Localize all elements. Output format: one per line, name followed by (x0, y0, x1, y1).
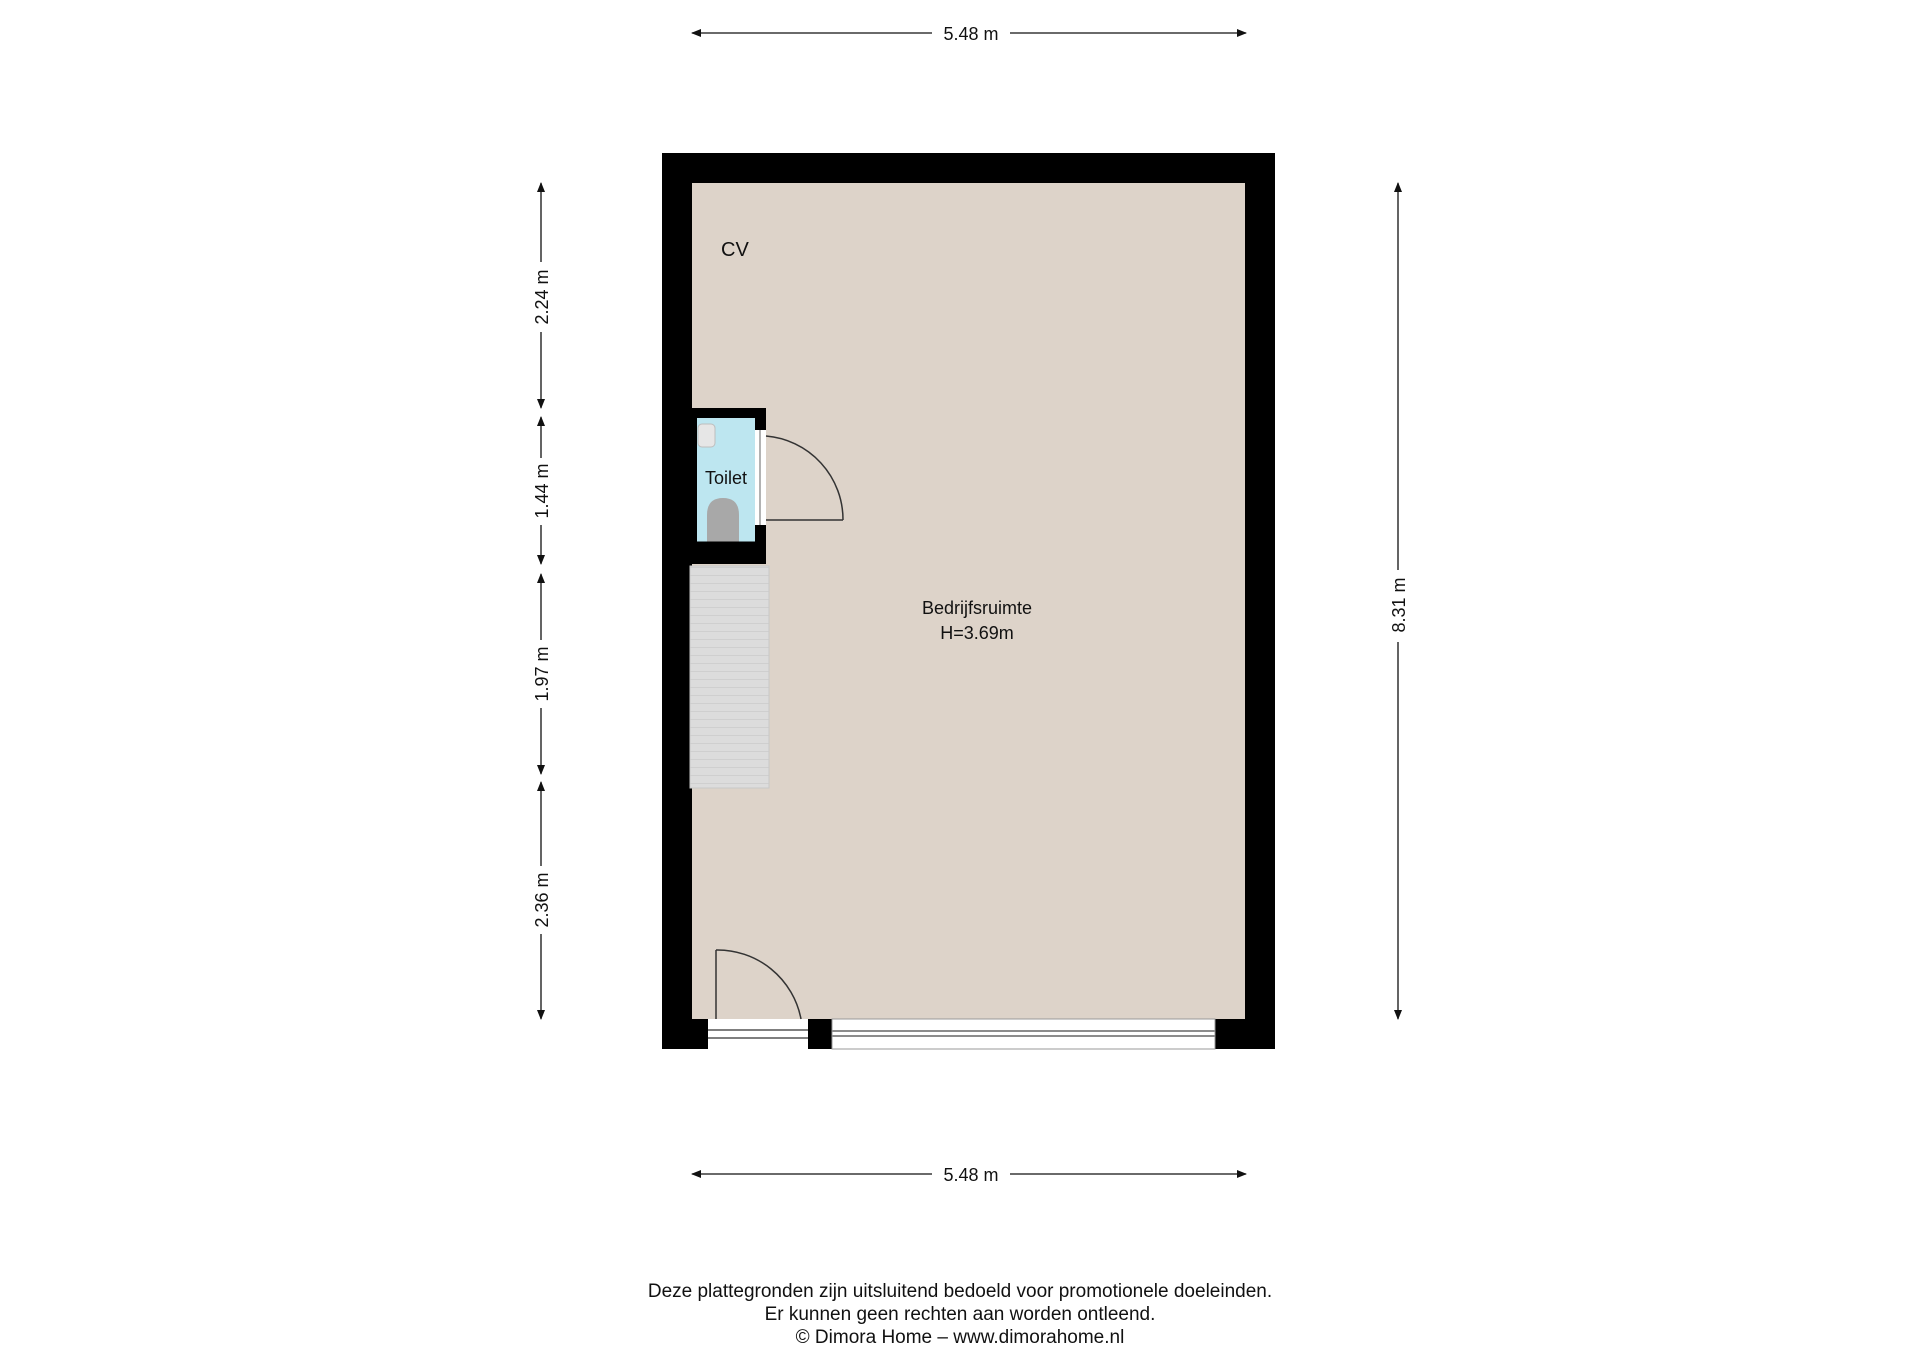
left-segment-2-label: 1.44 m (532, 463, 552, 519)
right-height-label: 8.31 m (1389, 577, 1409, 633)
toilet-bowl-icon (707, 498, 739, 542)
top-width-label: 5.48 m (943, 24, 999, 44)
disclaimer-line-2: Er kunnen geen rechten aan worden ontleend. (764, 1304, 1156, 1325)
disclaimer-line-1: Deze plattegronden zijn uitsluitend bedoeld voor promotionele doeleinden. (647, 1281, 1273, 1302)
main-room-label: Bedrijfsruimte (921, 598, 1033, 618)
copyright-line: © Dimora Home – www.dimorahome.nl (795, 1327, 1125, 1348)
cv-label: CV (721, 239, 749, 261)
left-segment-3-label: 1.97 m (532, 646, 552, 702)
staircase (690, 566, 769, 788)
washbasin-icon (698, 424, 715, 447)
shopfront-window (832, 1019, 1215, 1049)
left-segment-1-label: 2.24 m (532, 269, 552, 325)
disclaimer (0, 1280, 1920, 1349)
bottom-width-label: 5.48 m (943, 1165, 999, 1185)
toilet-label: Toilet (704, 468, 748, 488)
left-segment-4-label: 2.36 m (532, 872, 552, 928)
main-room-height: H=3.69m (940, 623, 1014, 643)
door-opening (708, 1019, 808, 1049)
